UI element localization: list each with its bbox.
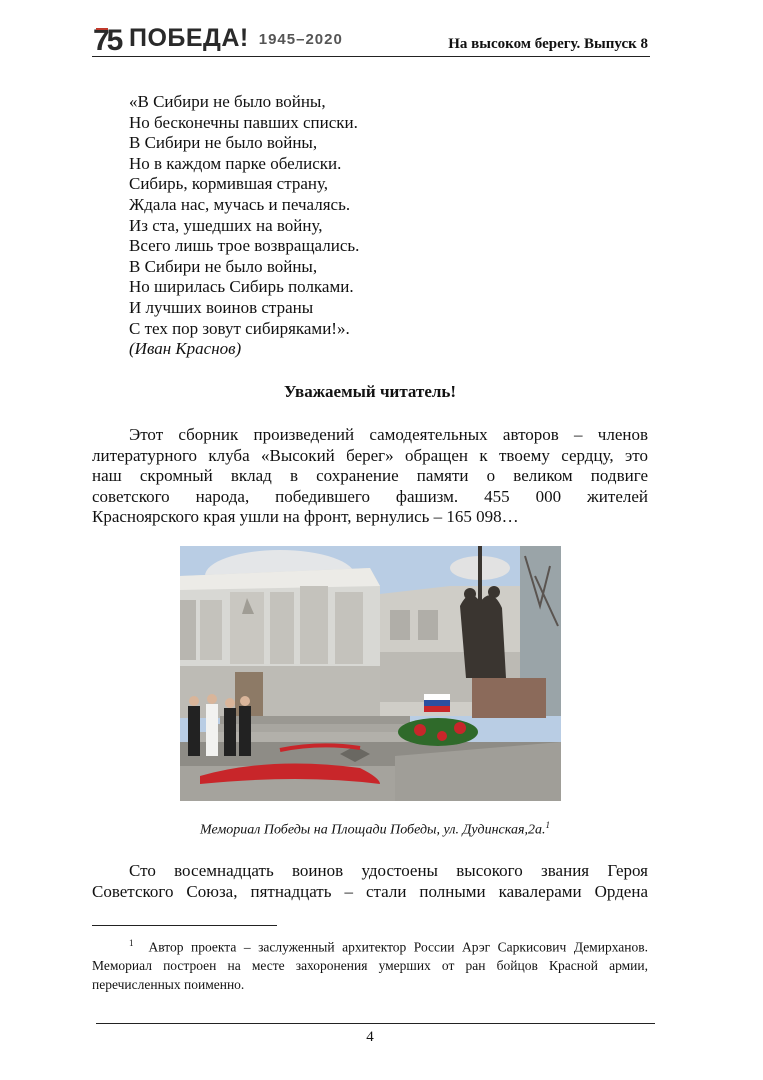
poem-line: С тех пор зовут сибиряками!». [129, 318, 350, 338]
heroes-paragraph [92, 861, 648, 902]
paragraph-line: наш скромный вклад в сохранение памяти о великом подвиге [92, 466, 648, 486]
poem-line: В Сибири не было войны, [129, 256, 318, 276]
paragraph-line: Советского Союза, пятнадцать – стали полными кавалерами Ордена [92, 881, 648, 901]
poem-line: Но в каждом парке обелиски. [129, 153, 342, 173]
footnote-mark: 1 [129, 938, 134, 948]
poem-line: Сибирь, кормившая страну, [129, 174, 329, 194]
poem-line: Из ста, ушедших на войну, [129, 215, 323, 235]
footnote-reference[interactable]: 1 [545, 820, 550, 830]
memorial-photo [180, 546, 561, 801]
section-heading: Уважаемый читатель! [283, 382, 457, 401]
logo-text: ПОБЕДА! [129, 23, 249, 52]
paragraph-line: Этот сборник произведений самодеятельных авторов – членов [129, 425, 648, 444]
page-header [92, 20, 650, 58]
poem-line: Всего лишь трое возвращались. [129, 236, 360, 256]
poem-line: И лучших воинов страны [129, 297, 314, 317]
logo-75-icon [92, 21, 126, 55]
poem-line: Ждала нас, мучась и печалясь. [129, 194, 351, 214]
poem-line: В Сибири не было войны, [129, 133, 318, 153]
footer-divider [96, 1023, 655, 1024]
footnote [92, 934, 648, 994]
paragraph-line: Сто восемнадцать воинов удостоены высокого звания Героя [129, 861, 648, 880]
poem-line: «В Сибири не было войны, [129, 92, 326, 111]
caption-text: Мемориал Победы на Площади Победы, ул. Дудинская,2а. [200, 822, 546, 838]
header-divider [92, 56, 650, 57]
svg-text:75: 75 [93, 24, 121, 55]
victory-logo [92, 20, 343, 56]
running-title: На высоком берегу. Выпуск 8 [448, 36, 648, 52]
poem-line: Но ширилась Сибирь полками. [129, 277, 354, 297]
footnote-text: Автор проекта – заслуженный архитектор России Арэг Саркисович Демирханов. Мемориал построен на месте захоронения умерших от ран бойцов Красной армии, перечисленных поименно. [92, 939, 648, 992]
paragraph-line: Красноярского края ушли на фронт, вернулись – 165 098… [92, 507, 519, 527]
page-number: 4 [366, 1029, 374, 1045]
paragraph-line: советского народа, победившего фашизм. 455 000 жителей [92, 486, 648, 506]
paragraph-line: литературного клуба «Высокий берег» обращен к твоему сердцу, это [92, 445, 648, 465]
logo-years: 1945–2020 [258, 30, 343, 48]
poem [129, 92, 359, 360]
poem-line: Но бесконечны павших списки. [129, 112, 358, 132]
intro-paragraph [92, 425, 648, 528]
poem-author: (Иван Краснов) [129, 339, 242, 359]
photo-caption [0, 820, 750, 839]
footnote-divider [92, 925, 277, 926]
